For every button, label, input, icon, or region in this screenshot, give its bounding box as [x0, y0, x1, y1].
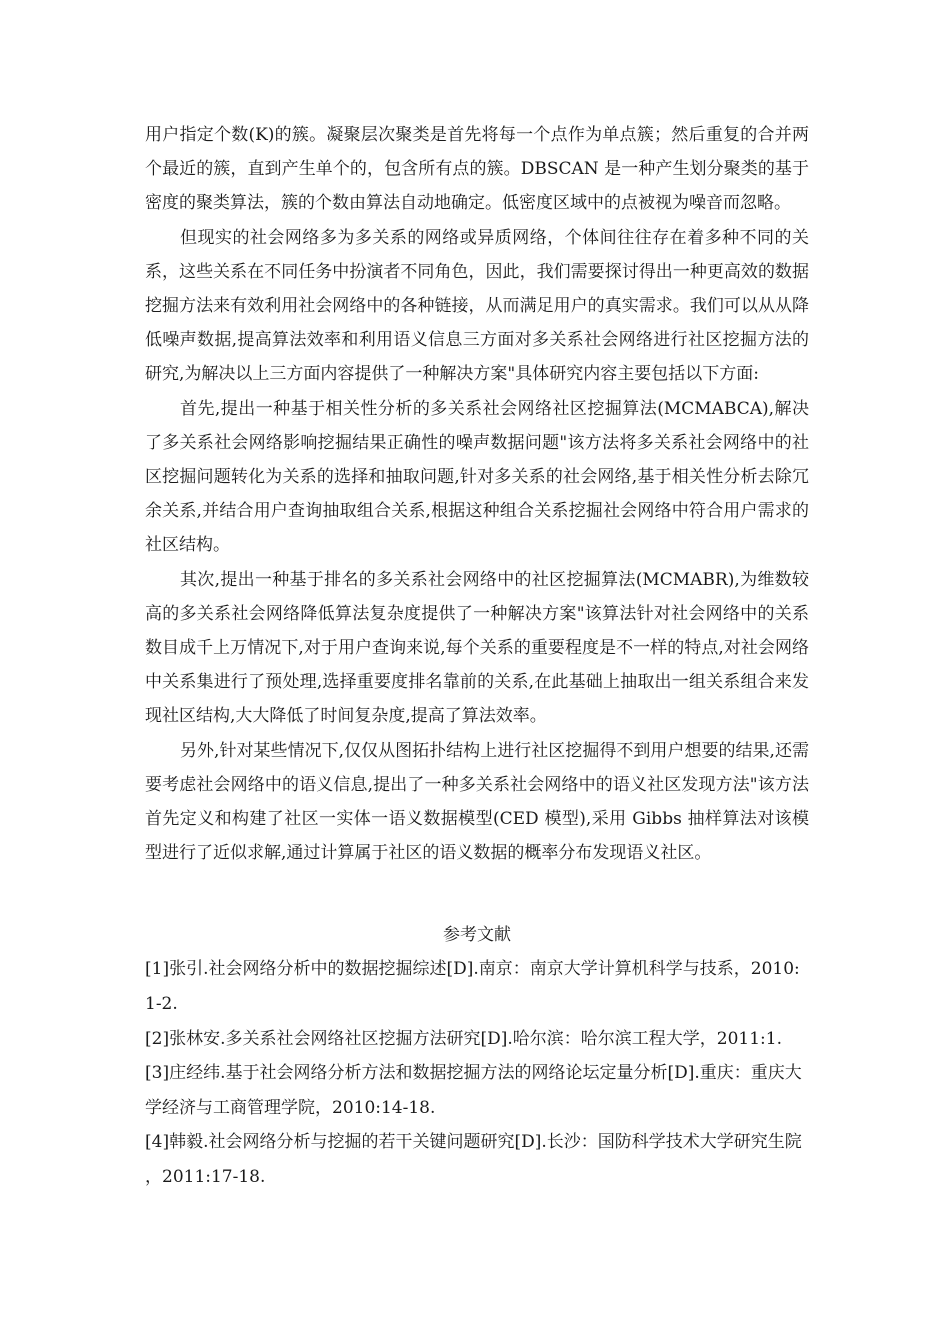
reference-list	[145, 952, 809, 1194]
reference-item-3: [3]庄经纬.基于社会网络分析方法和数据挖掘方法的网络论坛定量分析[D].重庆：重庆大学经济与工商管理学院，2010:14-18.	[145, 1063, 802, 1118]
document-page	[145, 118, 809, 1195]
body-paragraph-clustering: 用户指定个数(K)的簇。凝聚层次聚类是首先将每一个点作为单点簇；然后重复的合并两个最近的簇，直到产生单个的，包含所有点的簇。DBSCAN 是一种产生划分聚类的基于密度的聚类算法，簇的个数由算法自动地确定。低密度区域中的点被视为噪音而忽略。	[145, 125, 809, 214]
body-paragraph-second-method: 其次,提出一种基于排名的多关系社会网络中的社区挖掘算法(MCMABR),为维数较高的多关系社会网络降低算法复杂度提供了一种解决方案"该算法针对社会网络中的关系数目成千上万情况下,对于用户查询来说,每个关系的重要程度是不一样的特点,对社会网络中关系集进行了预处理,选择重要度排名靠前的关系,在此基础上抽取出一组关系组合来发现社区结构,大大降低了时间复杂度,提高了算法效率。	[145, 569, 809, 727]
references-heading: 参考文献	[443, 925, 511, 946]
reference-item-4: [4]韩毅.社会网络分析与挖掘的若干关键问题研究[D].长沙：国防科学技术大学研究生院 ，2011:17-18.	[145, 1132, 802, 1188]
body-paragraph-third-method: 另外,针对某些情况下,仅仅从图拓扑结构上进行社区挖掘得不到用户想要的结果,还需要考虑社会网络中的语义信息,提出了一种多关系社会网络中的语义社区发现方法"该方法首先定义和构建了社区一实体一语义数据模型(CED 模型),采用 Gibbs 抽样算法对该模型进行了近似求解,通过计算属于社区的语义数据的概率分布发现语义社区。	[145, 740, 809, 864]
body-paragraph-first-method: 首先,提出一种基于相关性分析的多关系社会网络社区挖掘算法(MCMABCA),解决了多关系社会网络影响挖掘结果正确性的噪声数据问题"该方法将多关系社会网络中的社区挖掘问题转化为关系的选择和抽取问题,针对多关系的社会网络,基于相关性分析去除冗余关系,并结合用户查询抽取组合关系,根据这种组合关系挖掘社会网络中符合用户需求的社区结构。	[145, 398, 809, 556]
reference-item-2: [2]张林安.多关系社会网络社区挖掘方法研究[D].哈尔滨：哈尔滨工程大学，2011:1.	[145, 1028, 782, 1049]
reference-item-1: [1]张引.社会网络分析中的数据挖掘综述[D].南京：南京大学计算机科学与技系，2010:1-2.	[145, 959, 800, 1015]
body-paragraph-multi-relation: 但现实的社会网络多为多关系的网络或异质网络，个体间往往存在着多种不同的关系，这些关系在不同任务中扮演者不同角色，因此，我们需要探讨得出一种更高效的数据挖掘方法来有效利用社会网络中的各种链接，从而满足用户的真实需求。我们可以从从降低噪声数据,提高算法效率和利用语义信息三方面对多关系社会网络进行社区挖掘方法的研究,为解决以上三方面内容提供了一种解决方案"具体研究内容主要包括以下方面:	[145, 227, 809, 385]
